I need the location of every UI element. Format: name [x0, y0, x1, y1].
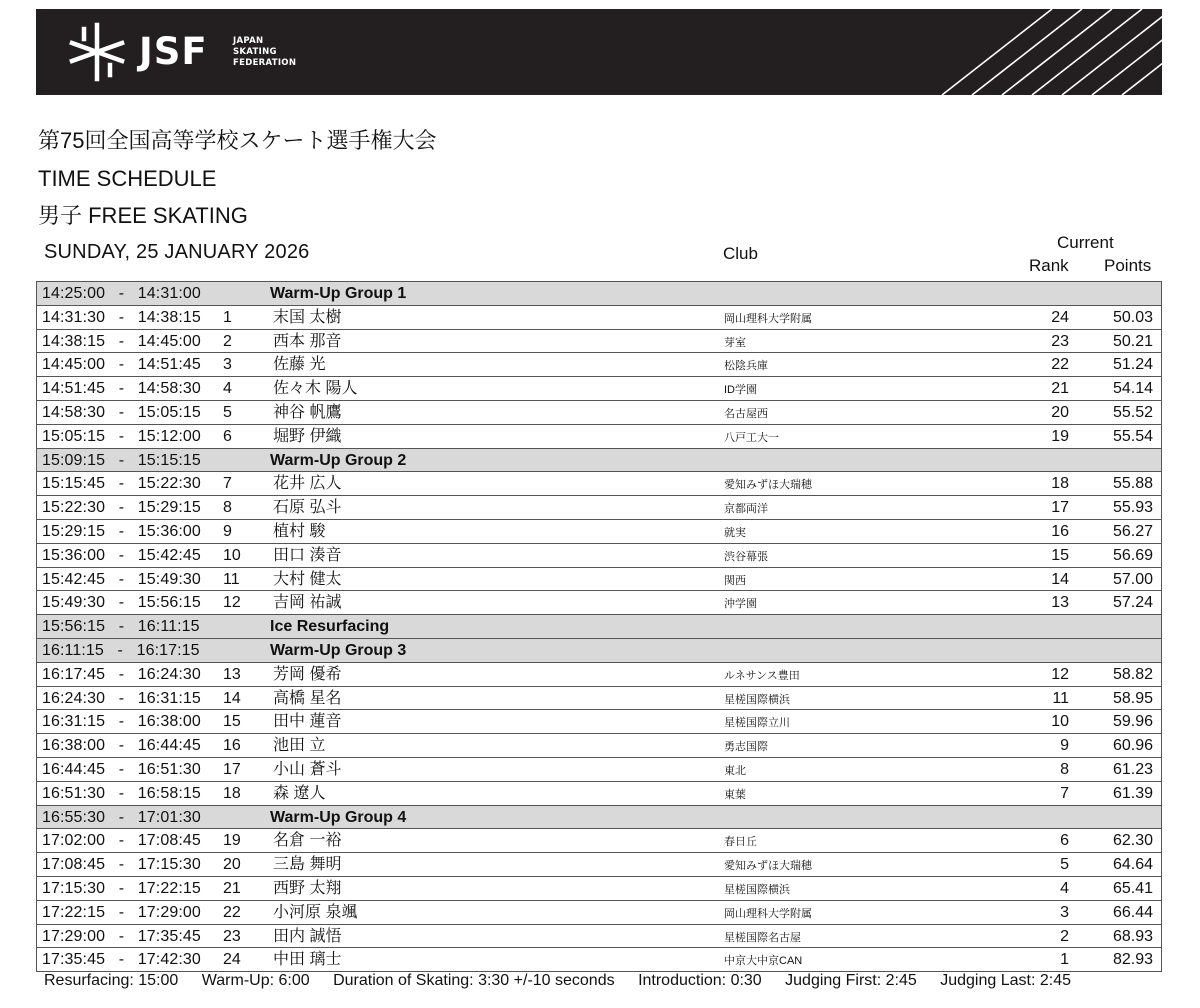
skater-row	[37, 568, 1161, 592]
current-rank: 2	[1060, 927, 1069, 945]
points-column-header: Points	[1104, 256, 1152, 275]
start-number: 15	[223, 713, 241, 731]
current-points: 61.23	[1112, 760, 1153, 778]
skater-row	[37, 330, 1161, 354]
schedule-title: TIME SCHEDULE	[38, 166, 217, 191]
current-points: 61.39	[1112, 784, 1153, 802]
club-name: 星槎国際名古屋	[724, 931, 801, 944]
start-number: 2	[223, 332, 232, 350]
event-title: 第75回全国高等学校スケート選手権大会	[38, 128, 437, 153]
current-rank: 15	[1051, 546, 1069, 564]
skater-name: 小河原 泉颯	[273, 903, 358, 921]
time-cell: 15:22:30 - 15:29:15	[42, 499, 201, 517]
federation-line-2: SKATING	[233, 47, 277, 57]
start-number: 24	[223, 951, 241, 969]
current-rank: 14	[1051, 570, 1069, 588]
skater-row	[37, 306, 1161, 330]
club-name: 岡山理科大学附属	[724, 312, 812, 325]
federation-line-3: FEDERATION	[233, 58, 297, 68]
time-cell: 17:35:45 - 17:42:30	[42, 951, 201, 969]
time-cell: 14:58:30 - 15:05:15	[42, 403, 201, 421]
club-name: 八戸工大一	[724, 431, 779, 444]
time-cell: 15:09:15 - 15:15:15	[42, 451, 201, 469]
jsf-header-banner	[36, 9, 1162, 95]
current-rank: 20	[1051, 403, 1069, 421]
current-column-header: Current	[1057, 233, 1114, 252]
time-cell: 14:45:00 - 14:51:45	[42, 356, 201, 374]
skater-name: 森 遼人	[273, 784, 326, 802]
current-rank: 11	[1052, 689, 1069, 707]
time-cell: 14:38:15 - 14:45:00	[42, 332, 201, 350]
rank-column-header: Rank	[1029, 256, 1069, 275]
time-cell: 15:42:45 - 15:49:30	[42, 570, 201, 588]
time-cell: 15:05:15 - 15:12:00	[42, 427, 201, 445]
skater-row	[37, 353, 1161, 377]
footer-warmup: Warm-Up: 6:00	[201, 972, 310, 989]
time-cell: 17:02:00 - 17:08:45	[42, 832, 201, 850]
skater-row	[37, 853, 1161, 877]
skater-name: 高橋 星名	[273, 689, 342, 707]
club-name: ルネサンス豊田	[724, 669, 800, 682]
time-cell: 16:55:30 - 17:01:30	[42, 808, 201, 826]
skater-name: 田内 誠悟	[273, 927, 342, 945]
time-cell: 17:08:45 - 17:15:30	[42, 856, 201, 874]
start-number: 1	[223, 308, 232, 326]
skater-row	[37, 734, 1161, 758]
time-cell: 17:22:15 - 17:29:00	[42, 903, 201, 921]
skater-name: 田口 湊音	[273, 546, 342, 564]
time-cell: 14:31:30 - 14:38:15	[42, 308, 201, 326]
skater-row	[37, 925, 1161, 949]
skater-row	[37, 877, 1161, 901]
current-rank: 3	[1060, 903, 1069, 921]
current-points: 57.24	[1112, 594, 1153, 612]
start-number: 5	[223, 403, 232, 421]
skater-row	[37, 401, 1161, 425]
current-rank: 9	[1060, 737, 1069, 755]
current-points: 58.95	[1112, 689, 1153, 707]
group-label: Warm-Up Group 4	[270, 808, 407, 826]
start-number: 8	[223, 499, 232, 517]
skater-name: 田中 蓮音	[273, 713, 342, 731]
time-cell: 16:44:45 - 16:51:30	[42, 760, 201, 778]
banner-stripes-decoration	[822, 9, 1162, 95]
skater-row	[37, 948, 1161, 972]
schedule-footer	[44, 972, 1071, 990]
start-number: 17	[223, 760, 241, 778]
jsf-logo-text: JSF	[139, 30, 208, 73]
start-number: 19	[223, 832, 241, 850]
time-cell: 17:29:00 - 17:35:45	[42, 927, 201, 945]
current-rank: 21	[1051, 380, 1069, 398]
start-number: 9	[223, 522, 232, 540]
skater-name: 神谷 帆鷹	[273, 403, 342, 421]
time-cell: 14:51:45 - 14:58:30	[42, 380, 201, 398]
current-rank: 16	[1051, 522, 1069, 540]
current-points: 60.96	[1112, 737, 1153, 755]
club-name: 愛知みずほ大瑞穂	[724, 479, 812, 492]
footer-judging-first: Judging First: 2:45	[785, 972, 917, 989]
event-date: SUNDAY, 25 JANUARY 2026	[44, 241, 310, 263]
club-name: 名古屋西	[724, 407, 768, 420]
current-rank: 4	[1060, 879, 1069, 897]
club-name: 星槎国際立川	[724, 717, 790, 730]
club-name: 東北	[724, 764, 746, 777]
current-points: 64.64	[1112, 856, 1153, 874]
footer-judging-last: Judging Last: 2:45	[940, 972, 1071, 989]
current-points: 58.82	[1112, 665, 1153, 683]
current-points: 59.96	[1112, 713, 1153, 731]
club-name: 星槎国際横浜	[724, 693, 790, 706]
skater-row	[37, 425, 1161, 449]
time-cell: 15:15:45 - 15:22:30	[42, 475, 201, 493]
current-rank: 1	[1060, 951, 1069, 969]
skater-row	[37, 687, 1161, 711]
group-label: Ice Resurfacing	[270, 618, 390, 636]
start-number: 6	[223, 427, 232, 445]
start-number: 23	[223, 927, 241, 945]
skater-row	[37, 663, 1161, 687]
skater-name: 名倉 一裕	[273, 832, 342, 850]
time-cell: 16:31:15 - 16:38:00	[42, 713, 201, 731]
skater-name: 中田 璃士	[273, 951, 342, 969]
skater-name: 石原 弘斗	[273, 499, 342, 517]
time-cell: 16:11:15 - 16:17:15	[42, 641, 200, 659]
current-rank: 6	[1060, 832, 1069, 850]
start-number: 4	[223, 380, 232, 398]
footer-duration: Duration of Skating: 3:30 +/-10 seconds	[333, 972, 615, 989]
skater-name: 西野 太翔	[273, 879, 342, 897]
skater-name: 西本 那音	[273, 332, 342, 350]
skater-row	[37, 591, 1161, 615]
time-cell: 15:49:30 - 15:56:15	[42, 594, 201, 612]
club-name: 愛知みずほ大瑞穂	[724, 860, 812, 873]
skater-name: 大村 健太	[273, 570, 342, 588]
segment-title: 男子 FREE SKATING	[38, 203, 248, 228]
time-cell: 15:36:00 - 15:42:45	[42, 546, 201, 564]
current-points: 50.03	[1112, 308, 1153, 326]
group-row	[37, 806, 1161, 830]
club-name: ID学園	[724, 384, 757, 397]
skater-name: 佐々木 陽人	[273, 380, 358, 398]
current-rank: 17	[1051, 499, 1069, 517]
skater-row	[37, 544, 1161, 568]
current-points: 68.93	[1112, 927, 1153, 945]
current-points: 51.24	[1112, 356, 1153, 374]
club-name: 就実	[724, 526, 746, 539]
time-cell: 16:24:30 - 16:31:15	[42, 689, 201, 707]
club-name: 関西	[724, 574, 746, 587]
skater-row	[37, 520, 1161, 544]
club-name: 岡山理科大学附属	[724, 907, 812, 920]
club-name: 芽室	[724, 336, 746, 349]
current-points: 56.69	[1112, 546, 1153, 564]
current-rank: 18	[1051, 475, 1069, 493]
current-points: 82.93	[1112, 951, 1153, 969]
current-points: 56.27	[1112, 522, 1153, 540]
group-row	[37, 615, 1161, 639]
current-points: 54.14	[1112, 380, 1153, 398]
current-rank: 23	[1051, 332, 1069, 350]
group-label: Warm-Up Group 1	[270, 285, 407, 302]
club-name: 勇志国際	[724, 741, 768, 754]
skater-name: 植村 駿	[273, 522, 326, 540]
current-rank: 10	[1051, 713, 1069, 731]
current-rank: 7	[1060, 784, 1069, 802]
start-number: 11	[223, 570, 240, 588]
schedule-table	[36, 281, 1162, 972]
skater-name: 佐藤 光	[273, 356, 326, 374]
club-name: 渋谷幕張	[724, 550, 768, 563]
club-name: 松陰兵庫	[724, 360, 768, 373]
start-number: 22	[223, 903, 241, 921]
current-rank: 12	[1051, 665, 1069, 683]
skater-name: 小山 蒼斗	[273, 760, 342, 778]
time-cell: 15:56:15 - 16:11:15	[42, 618, 200, 636]
skater-row	[37, 782, 1161, 806]
skater-name: 三島 舞明	[273, 856, 342, 874]
current-points: 50.21	[1112, 332, 1153, 350]
start-number: 16	[223, 737, 241, 755]
federation-name	[233, 36, 296, 69]
club-name: 沖学園	[724, 598, 757, 611]
current-rank: 8	[1060, 760, 1069, 778]
start-number: 14	[223, 689, 241, 707]
skater-row	[37, 901, 1161, 925]
skater-name: 堀野 伊織	[273, 427, 342, 445]
start-number: 3	[223, 356, 232, 374]
group-row	[37, 449, 1161, 473]
group-label: Warm-Up Group 3	[270, 641, 407, 659]
club-name: 京都両洋	[724, 503, 768, 516]
skater-row	[37, 710, 1161, 734]
time-cell: 14:25:00 - 14:31:00	[42, 285, 201, 302]
start-number: 7	[223, 475, 232, 493]
start-number: 18	[223, 784, 241, 802]
current-points: 65.41	[1112, 879, 1153, 897]
current-rank: 19	[1051, 427, 1069, 445]
skater-row	[37, 496, 1161, 520]
federation-line-1: JAPAN	[233, 36, 264, 46]
start-number: 13	[223, 665, 241, 683]
time-cell: 16:17:45 - 16:24:30	[42, 665, 201, 683]
time-cell: 15:29:15 - 15:36:00	[42, 522, 201, 540]
skater-row	[37, 377, 1161, 401]
group-row	[37, 282, 1161, 306]
current-points: 62.30	[1112, 832, 1153, 850]
jsf-snowflake-logo-icon	[66, 21, 128, 83]
club-name: 星槎国際横浜	[724, 883, 790, 896]
group-row	[37, 639, 1161, 663]
start-number: 21	[223, 879, 241, 897]
start-number: 12	[223, 594, 241, 612]
current-rank: 24	[1051, 308, 1069, 326]
club-column-header: Club	[723, 244, 758, 263]
footer-resurfacing: Resurfacing: 15:00	[44, 972, 179, 989]
current-rank: 5	[1060, 856, 1069, 874]
current-rank: 13	[1051, 594, 1069, 612]
start-number: 10	[223, 546, 241, 564]
current-points: 57.00	[1112, 570, 1153, 588]
skater-row	[37, 829, 1161, 853]
current-points: 66.44	[1112, 903, 1153, 921]
club-name: 春日丘	[724, 836, 757, 849]
current-points: 55.54	[1112, 427, 1153, 445]
current-points: 55.52	[1112, 403, 1153, 421]
footer-introduction: Introduction: 0:30	[638, 972, 762, 989]
skater-name: 末国 太樹	[273, 308, 342, 326]
skater-row	[37, 472, 1161, 496]
current-rank: 22	[1051, 356, 1069, 374]
current-points: 55.88	[1112, 475, 1153, 493]
time-cell: 16:51:30 - 16:58:15	[42, 784, 201, 802]
skater-row	[37, 758, 1161, 782]
skater-name: 池田 立	[273, 737, 326, 755]
group-label: Warm-Up Group 2	[270, 451, 407, 469]
skater-name: 芳岡 優希	[273, 665, 342, 683]
time-cell: 17:15:30 - 17:22:15	[42, 879, 201, 897]
club-name: 中京大中京CAN	[724, 955, 803, 968]
skater-name: 吉岡 祐誠	[273, 594, 342, 612]
skater-name: 花井 広人	[273, 475, 342, 493]
time-cell: 16:38:00 - 16:44:45	[42, 737, 201, 755]
start-number: 20	[223, 856, 241, 874]
club-name: 東葉	[724, 788, 746, 801]
current-points: 55.93	[1112, 499, 1153, 517]
